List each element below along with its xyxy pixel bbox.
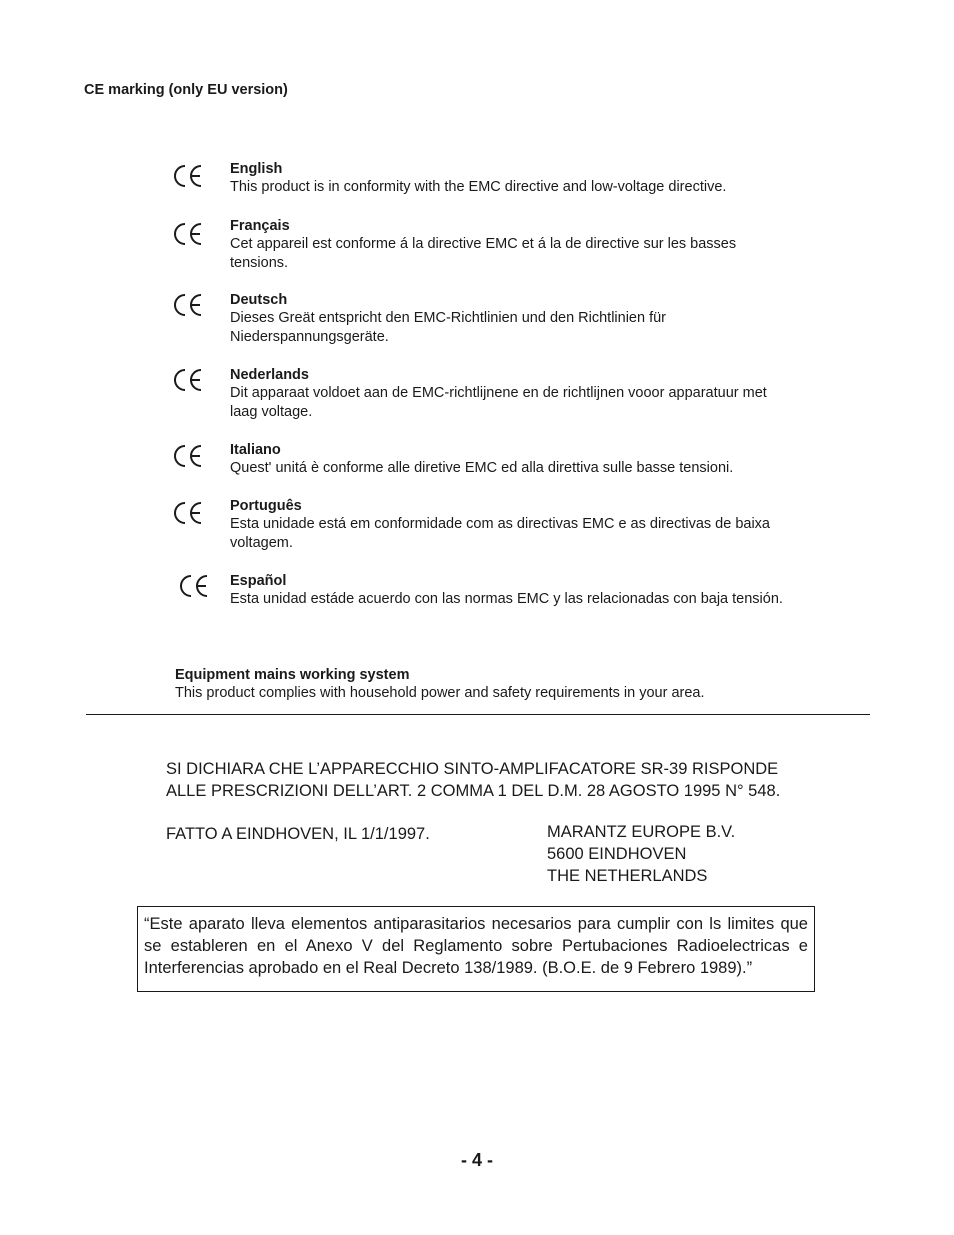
language-name: Nederlands: [230, 367, 309, 383]
ce-mark-icon: [172, 162, 204, 190]
language-name: Deutsch: [230, 292, 288, 308]
ce-mark-icon: [178, 572, 210, 600]
page-heading: CE marking (only EU version): [84, 82, 288, 98]
page-number: - 4 -: [460, 1150, 493, 1170]
address-line: 5600 EINDHOVEN: [547, 845, 687, 863]
language-statement: Dieses Greät entspricht den EMC-Richtlinien und den Richtlinien für Niederspannungsgeräte.: [230, 310, 667, 345]
equipment-title: Equipment mains working system: [175, 667, 410, 683]
language-statement: Esta unidade está em conformidade com as directivas EMC e as directivas de baixa voltagem.: [230, 516, 770, 551]
language-statement: Esta unidad estáde acuerdo con las normas EMC y las relacionadas con baja tensión.: [230, 591, 783, 607]
language-name: Italiano: [230, 442, 281, 458]
address-line: MARANTZ EUROPE B.V.: [547, 823, 736, 841]
declaration-line-1: SI DICHIARA CHE L’APPARECCHIO SINTO-AMPLIFACATORE SR-39 RISPONDE: [166, 760, 779, 778]
company-address: [547, 821, 735, 887]
language-name: Português: [230, 498, 302, 514]
declaration: [166, 758, 826, 802]
spanish-notice-text: “Este aparato lleva elementos antiparasitarios necesarios para cumplir con ls limites que se estableren en el Anexo V del Reglamento sobre Pertubaciones Radioelectricas e Interferencias aprobado en el Real Decreto 138/1989. (B.O.E. de 9 Febrero 1989).”: [144, 915, 808, 977]
language-name: English: [230, 161, 283, 177]
equipment-text: This product complies with household power and safety requirements in your area.: [175, 685, 705, 701]
section-divider: [86, 714, 870, 715]
language-name: Français: [230, 218, 290, 234]
equipment-section: [175, 666, 795, 703]
spanish-notice-box: [137, 906, 815, 992]
language-statement: Cet appareil est conforme á la directive EMC et á la de directive sur les basses tensions.: [230, 236, 737, 271]
ce-mark-icon: [172, 291, 204, 319]
declaration-place-date: FATTO A EINDHOVEN, IL 1/1/1997.: [166, 825, 430, 843]
ce-mark-icon: [172, 366, 204, 394]
language-name: Español: [230, 573, 287, 589]
address-line: THE NETHERLANDS: [547, 867, 708, 885]
ce-mark-icon: [172, 220, 204, 248]
language-statement: Dit apparaat voldoet aan de EMC-richtlijnene en de richtlijnen vooor apparatuur met laag voltage.: [230, 385, 767, 420]
language-statement: This product is in conformity with the EMC directive and low-voltage directive.: [230, 179, 727, 195]
declaration-line-2: ALLE PRESCRIZIONI DELL’ART. 2 COMMA 1 DEL D.M. 28 AGOSTO 1995 N° 548.: [166, 782, 781, 800]
ce-mark-icon: [172, 442, 204, 470]
ce-mark-icon: [172, 499, 204, 527]
language-statement: Quest' unitá è conforme alle diretive EMC ed alla direttiva sulle basse tensioni.: [230, 460, 734, 476]
